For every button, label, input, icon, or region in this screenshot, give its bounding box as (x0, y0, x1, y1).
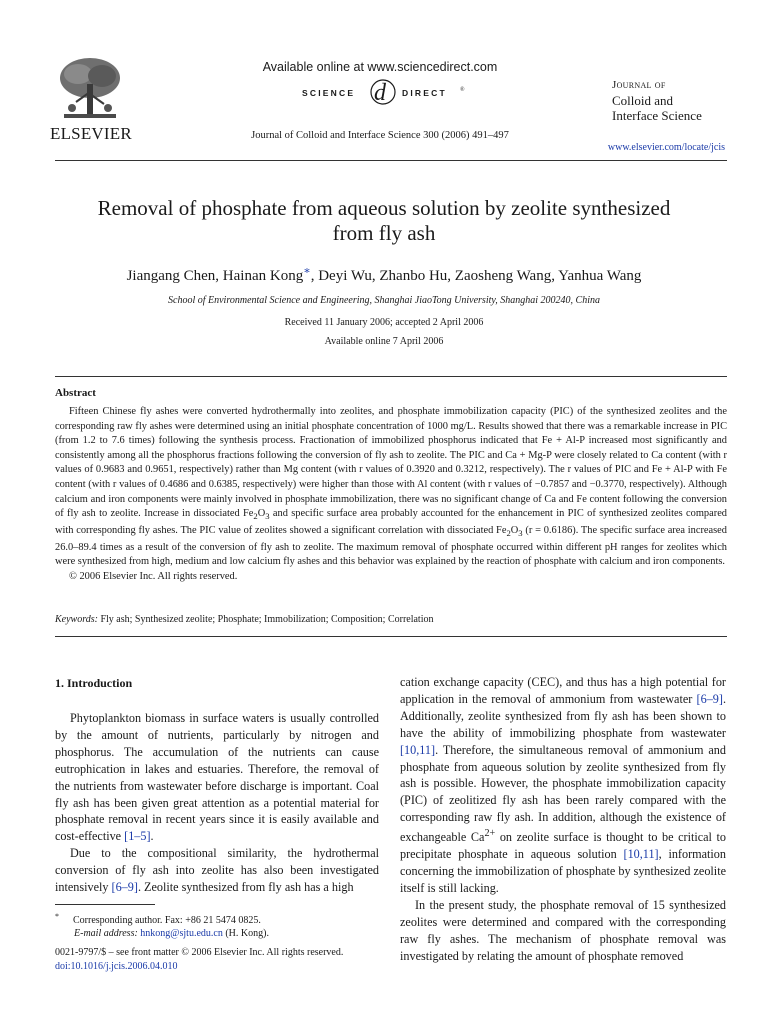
abstract-text: O (257, 508, 266, 520)
footnote-rule (55, 904, 155, 905)
title-line1: Removal of phosphate from aqueous solution by zeolite synthesized (97, 196, 671, 220)
paragraph-text: on zeolite surface is thought to be critical to precipitate phosphate in aqueous solution (400, 830, 726, 862)
bottom-meta (55, 946, 385, 973)
article-dates (60, 313, 708, 351)
available-date: Available online 7 April 2006 (324, 336, 444, 347)
paragraph-text: . Therefore, the simultaneous removal of ammonium and phosphate from aqueous solution by zeolite synthesized from fly ash is possible. However, the phosphate immobilization capacity (PIC) of zeolitized fly ash has been rarely compared with the corresponding raw fly ash. In addition, although the existence of exchangeable Ca (400, 742, 726, 845)
abstract-text: Fifteen Chinese fly ashes were converted hydrothermally into zeolites, and phosphate immobilization capacity (PIC) of the synthesized zeolites and the corresponding raw fly ashes were determined using an initial phosphate concentration of 1000 mg/L. Results showed that there was a remarkable increase in PIC (from 1.2 to 7.6 times) following the synthesis process. Fractionation of immobilized phosphorus indicated that Fe + Al-P increased most significantly and consistently among all the phosphorus fractions following the conversion of fly ash to zeolite. The PIC and Ca + Mg-P were closely related to Ca content (with r values of 0.9683 and 0.9651, respectively) rather than Mg content (with r values of 0.3920 and 0.3212, respectively). The r values of PIC and Fe + Al-P with Fe content (with r values of 0.4686 and 0.6385, respectively) were higher than those with Al content (with r values of −0.7857 and −0.3770, respectively). Although calcium and iron components were mainly involved in phosphate immobilization, there was no significant change of Ca and Fe content following the conversion of fly ash to zeolite. Increase in dissociated Fe (55, 406, 727, 520)
doi-link[interactable]: doi:10.1016/j.jcis.2006.04.010 (55, 960, 178, 972)
keywords-label: Keywords: (55, 614, 98, 625)
paragraph-text: . Zeolite synthesized from fly ash has a high (137, 880, 354, 895)
abstract-heading: Abstract (55, 387, 96, 399)
sd-right-text: DIRECT (402, 88, 447, 98)
paragraph-text: . Additionally, zeolite synthesized from fly ash has been shown to have the ability of immobilizing phosphate from wastewater (400, 691, 726, 740)
abstract-text: (r = 0.6186). The specific surface area increased 26.0–89.4 times as a result of the conversion of fly ash to zeolite. The maximum removal of phosphate occurred within different pH ranges for zeolites which were synthesized from high, medium and low calcium fly ashes and this behavior was explained by the reaction of phosphate with calcium and iron components. (55, 524, 727, 568)
intro-paragraph-1 (55, 710, 379, 845)
journal-name-line1: Colloid and (612, 93, 674, 108)
superscript: 2+ (484, 828, 496, 840)
footnote (55, 910, 385, 940)
footnote-line-2 (55, 927, 385, 940)
affiliation: School of Environmental Science and Engineering, Shanghai JiaoTong University, Shanghai 200240, China (168, 295, 600, 306)
abstract-copyright: © 2006 Elsevier Inc. All rights reserved. (69, 570, 238, 582)
abstract-text: O (510, 524, 519, 536)
abstract-sub: 3 (518, 527, 523, 538)
footnote-text: Corresponding author. Fax: +86 21 5474 0825. (73, 915, 261, 927)
abstract-top-rule (55, 376, 727, 377)
received-date: Received 11 January 2006; accepted 2 April 2006 (284, 317, 484, 328)
paragraph-text: . (150, 829, 154, 844)
article-title (60, 196, 708, 246)
abstract-sub: 2 (253, 511, 258, 522)
email-link[interactable]: hnkong@sjtu.edu.cn (140, 928, 223, 940)
paragraph-text: Due to the compositional similarity, the hydrothermal conversion of fly ash into zeolite has also been investigated intensively (55, 846, 379, 895)
intro-paragraph-2-cont (400, 674, 726, 897)
abstract-sub: 3 (265, 511, 270, 522)
sd-registered: ® (460, 87, 465, 93)
paragraph-text: Phytoplankton biomass in surface waters is usually controlled by the amount of nutrients, particularly by nitrogen and phosphorus. The accumulation of the nutrients can cause eutrophication in lakes and estuaries. Therefore, the removal of the nutrients from wastewater before discharge is important. Coal fly ash has been given great attention as a potential material for phosphate removal in recent years since it is easily available and cost-effective (55, 711, 379, 844)
citation-link[interactable]: [10,11] (400, 742, 436, 757)
authors-part1: Jiangang Chen, Hainan Kong (126, 268, 304, 284)
citation-link[interactable]: [1–5] (124, 829, 151, 844)
author-list (60, 264, 708, 285)
abstract-paragraph (55, 405, 727, 570)
citation-link[interactable]: [6–9] (696, 691, 723, 706)
footnote-mark: * (55, 912, 59, 921)
corresponding-author-mark[interactable]: ∗ (303, 265, 311, 277)
sd-left-text: SCIENCE (302, 88, 356, 98)
elsevier-tree-icon (54, 54, 126, 126)
abstract-body (55, 405, 727, 584)
sciencedirect-logo (270, 78, 500, 106)
section-heading-introduction: 1. Introduction (55, 676, 133, 690)
paragraph-text: , information concerning the immobilization of phosphate by synthesized zeolite itself is still lacking. (400, 847, 726, 895)
available-online[interactable]: Available online at www.sciencedirect.com (262, 60, 498, 74)
intro-paragraph-2 (55, 845, 379, 896)
journal-name-line2: Interface Science (612, 108, 702, 123)
authors-part2: , Deyi Wu, Zhanbo Hu, Zaosheng Wang, Yanhua Wang (310, 268, 642, 284)
publisher-name: ELSEVIER (50, 124, 132, 143)
footnote-text: (H. Kong). (222, 928, 269, 940)
intro-left-column (55, 710, 379, 896)
email-label: E-mail address: (74, 928, 138, 940)
keywords (55, 614, 727, 625)
journal-reference: Journal of Colloid and Interface Science 300 (2006) 491–497 (251, 130, 509, 141)
journal-of: Journal of (612, 79, 666, 91)
keywords-list: Fly ash; Synthesized zeolite; Phosphate; Immobilization; Composition; Correlation (97, 614, 434, 625)
svg-text:d: d (374, 80, 386, 106)
abstract-text: and specific surface area probably accounted for the enhancement in PIC of synthesized zeolites compared with corresponding fly ashes. The PIC value of zeolites showed a significant correlation with dissociated Fe (55, 508, 728, 536)
intro-right-column (400, 674, 726, 964)
issn-line: 0021-9797/$ – see front matter © 2006 Elsevier Inc. All rights reserved. (55, 947, 344, 958)
title-line2: from fly ash (332, 221, 436, 245)
intro-paragraph-3: In the present study, the phosphate removal of 15 synthesized zeolites were determined and compared with the corresponding raw fly ashes. The mechanism of phosphate removal was investigated by relating the amount of phosphate removed (400, 897, 726, 963)
abstract-bottom-rule (55, 636, 727, 637)
paragraph-text: cation exchange capacity (CEC), and thus has a high potential for application in the removal of ammonium from wastewater (400, 675, 726, 706)
citation-link[interactable]: [10,11] (623, 847, 659, 862)
header-rule (55, 160, 727, 161)
abstract-sub: 2 (506, 527, 511, 538)
footnote-line-1 (55, 910, 385, 927)
journal-title (612, 78, 752, 123)
journal-url-link[interactable]: www.elsevier.com/locate/jcis (607, 142, 725, 153)
citation-link[interactable]: [6–9] (111, 880, 138, 895)
elsevier-logo (50, 54, 130, 144)
